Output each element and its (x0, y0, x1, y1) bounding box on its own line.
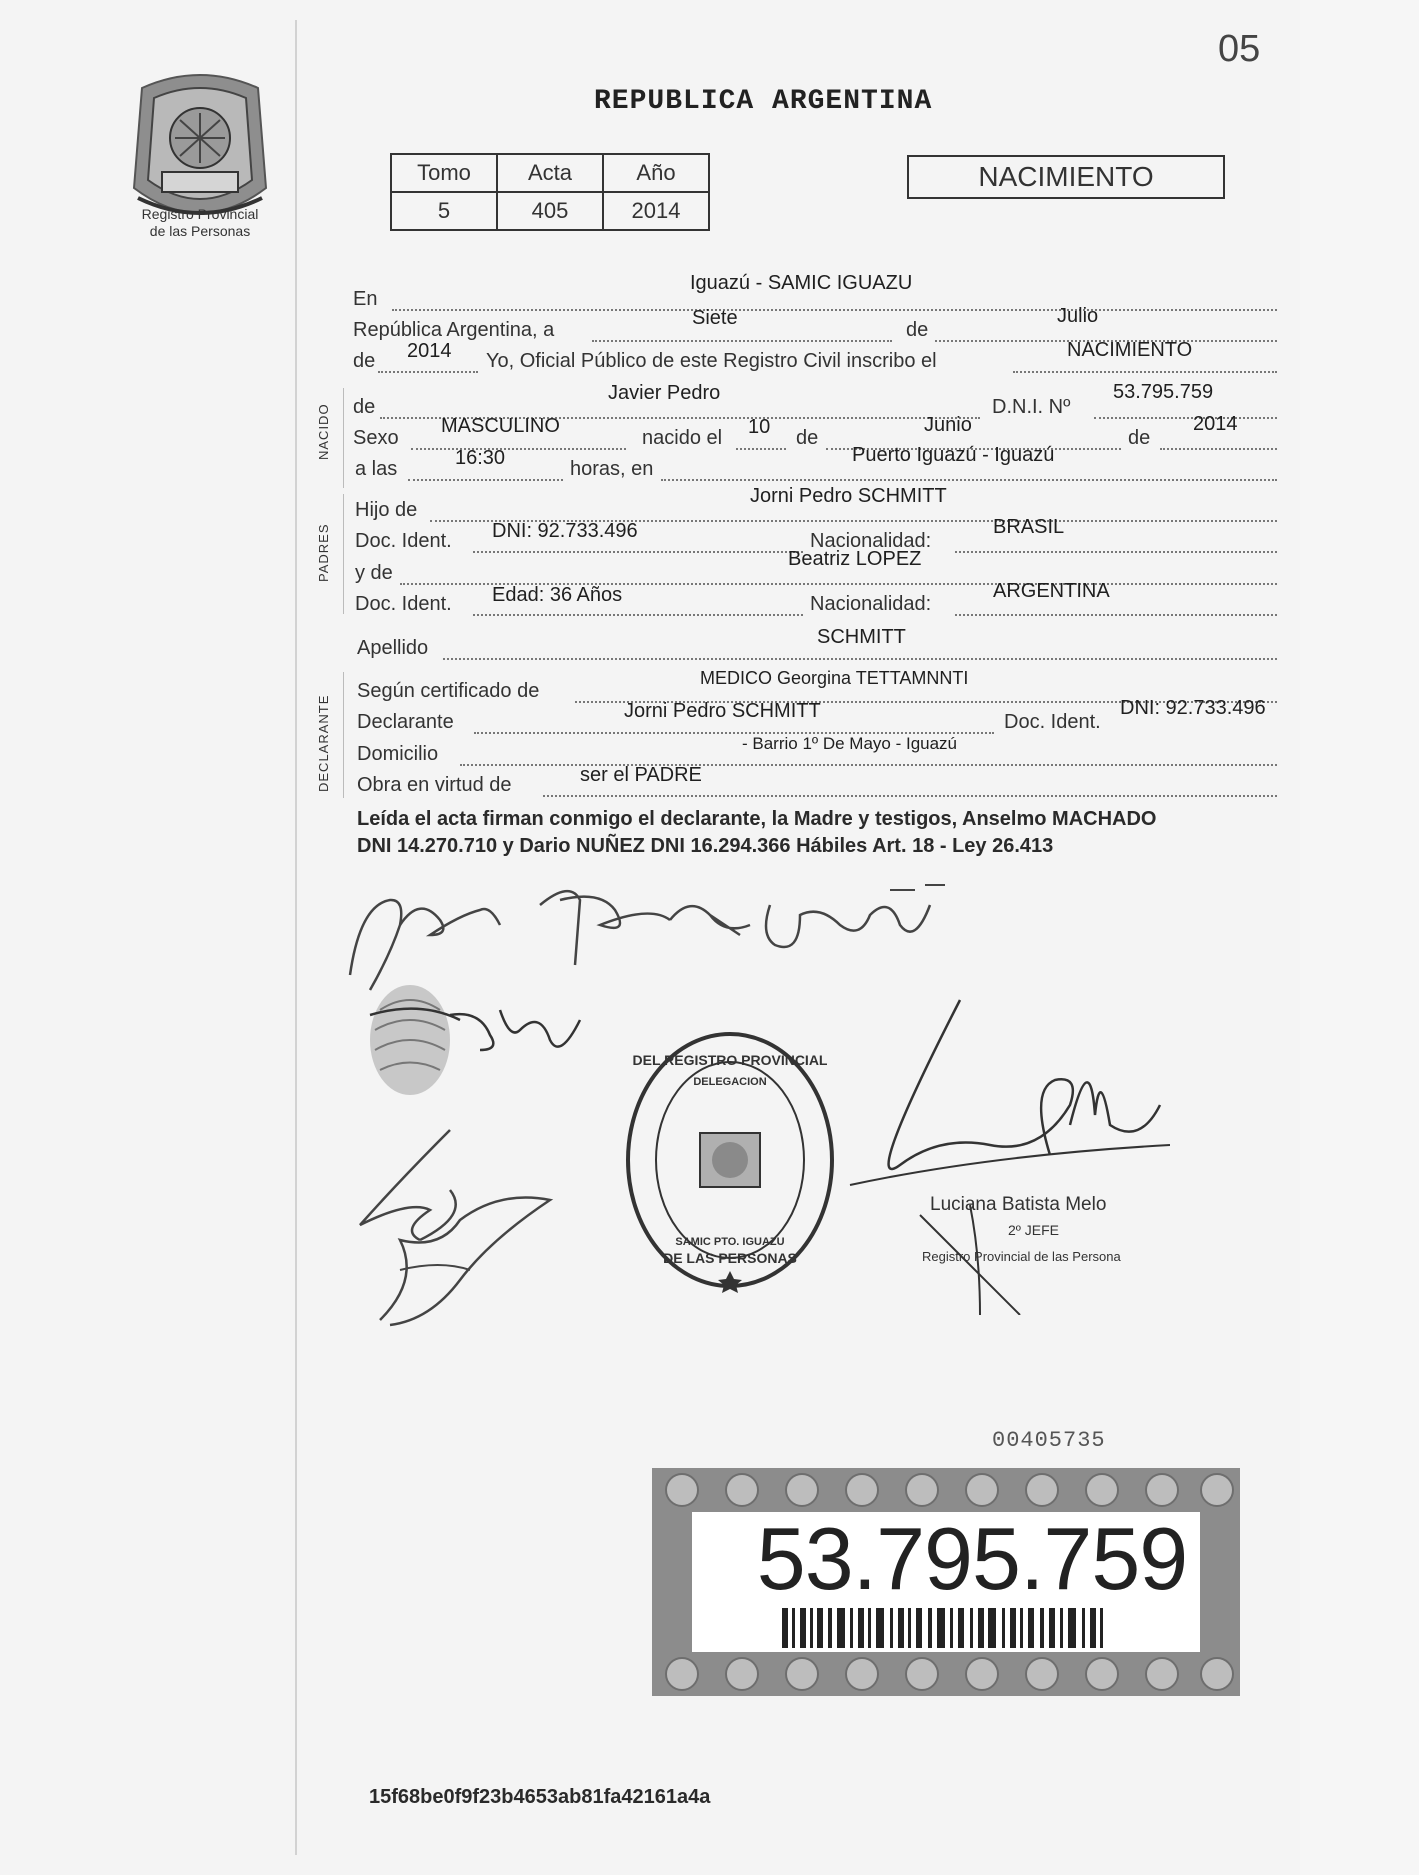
declarant-doc-value: DNI: 92.733.496 (1120, 697, 1266, 719)
father-name-value: Jorni Pedro SCHMITT (750, 485, 947, 507)
apellido-value: SCHMITT (817, 626, 906, 648)
tomo-header: Tomo (391, 154, 497, 192)
apellido-label: Apellido (357, 637, 429, 659)
dni-label-number: 53.795.759 (756, 1509, 1188, 1608)
closing-line1: Leída el acta firman conmigo el declarante, la Madre y testigos, Anselmo MACHADO (357, 808, 1157, 830)
year-value: 2014 (407, 340, 452, 362)
dni-label: D.N.I. Nº (992, 396, 1071, 418)
nacionalidad-label: Nacionalidad: (810, 593, 932, 615)
serial-number: 00405735 (992, 1428, 1106, 1453)
doc-ident-label: Doc. Ident. (355, 593, 452, 615)
de-label: de (906, 319, 929, 341)
anio-value: 2014 (603, 192, 709, 230)
y-de-label: y de (355, 562, 393, 584)
svg-text:DE LAS PERSONAS: DE LAS PERSONAS (663, 1250, 797, 1266)
nacido-el-label: nacido el (642, 427, 723, 449)
closing-line2: DNI 14.270.710 y Dario NUÑEZ DNI 16.294.366 Hábiles Art. 18 - Ley 26.413 (357, 835, 1054, 857)
issuer-caption-line2: de las Personas (149, 223, 251, 239)
en-label: En (353, 288, 378, 310)
official-office: Registro Provincial de las Persona (922, 1249, 1121, 1264)
mother-nationality-value: ARGENTINA (993, 580, 1110, 602)
mother-name-value: Beatriz LOPEZ (788, 548, 922, 570)
official-name: Luciana Batista Melo (930, 1194, 1107, 1215)
acta-header: Acta (497, 154, 603, 192)
hijo-de-label: Hijo de (355, 499, 418, 521)
certificado-label: Según certificado de (357, 680, 540, 702)
de-label: de (353, 350, 376, 372)
de-label: de (353, 396, 376, 418)
tomo-value: 5 (391, 192, 497, 230)
closing-statement (357, 806, 1156, 860)
declarant-name-value: Jorni Pedro SCHMITT (624, 700, 821, 722)
section-bracket (343, 672, 344, 798)
country-title: REPUBLICA ARGENTINA (594, 86, 933, 117)
nacido-side-label: NACIDO (316, 403, 331, 460)
page-edge (1300, 0, 1419, 1875)
registry-stamp (620, 1025, 840, 1295)
record-type-box: NACIMIENTO (907, 155, 1225, 199)
official-signature (840, 985, 1170, 1315)
a-las-label: a las (355, 458, 398, 480)
acta-value: 405 (497, 192, 603, 230)
mother-signature (350, 980, 600, 1100)
birth-time-value: 16:30 (455, 447, 506, 469)
witness-signatures (340, 1120, 570, 1340)
obra-label: Obra en virtud de (357, 774, 512, 796)
official-title: 2º JEFE (1008, 1222, 1060, 1238)
mother-doc-value: Edad: 36 Años (492, 584, 623, 606)
issuer-caption (110, 206, 290, 240)
address-value: - Barrio 1º De Mayo - Iguazú (742, 734, 958, 753)
sexo-label: Sexo (353, 427, 399, 449)
declarante-label: Declarante (357, 711, 454, 733)
birth-year-value: 2014 (1193, 413, 1238, 435)
certificate-value: MEDICO Georgina TETTAMNNTI (700, 668, 969, 688)
doc-ident-label: Doc. Ident. (355, 530, 452, 552)
domicilio-label: Domicilio (357, 743, 439, 765)
birth-day-value: 10 (748, 416, 771, 438)
section-bracket (343, 388, 344, 488)
birth-place-value: Puerto Iguazú - Iguazú (852, 444, 1055, 466)
document-hash: 15f68be0f9f23b4653ab81fa42161a4a (369, 1786, 711, 1808)
anio-header: Año (603, 154, 709, 192)
declarante-side-label: DECLARANTE (316, 694, 331, 792)
record-reference-table (390, 153, 710, 231)
month-value: Julio (1057, 305, 1099, 327)
doc-ident-label: Doc. Ident. (1004, 711, 1101, 733)
horas-label: horas, en (570, 458, 654, 480)
inscribed-type-value: NACIMIENTO (1067, 339, 1193, 361)
child-name-value: Javier Pedro (608, 382, 721, 404)
child-dni-value: 53.795.759 (1113, 381, 1214, 403)
father-doc-value: DNI: 92.733.496 (492, 520, 638, 542)
de-label: de (796, 427, 819, 449)
birth-month-value: Junio (924, 414, 972, 436)
svg-text:SAMIC PTO. IGUAZU: SAMIC PTO. IGUAZU (675, 1236, 785, 1248)
padres-side-label: PADRES (316, 523, 331, 582)
svg-text:DEL REGISTRO PROVINCIAL: DEL REGISTRO PROVINCIAL (632, 1052, 828, 1068)
sexo-value: MASCULINO (441, 415, 560, 437)
nacionalidad-label: Nacionalidad: (810, 530, 932, 552)
page-number: 05 (1218, 28, 1261, 70)
republica-label: República Argentina, a (353, 319, 555, 341)
capacity-value: ser el PADRE (580, 764, 702, 786)
svg-text:DELEGACION: DELEGACION (693, 1076, 767, 1088)
margin-line (295, 20, 297, 1855)
father-nationality-value: BRASIL (993, 516, 1065, 538)
dotted-fill (592, 318, 892, 342)
inscribe-text: Yo, Oficial Público de este Registro Civil inscribo el (486, 350, 937, 372)
place-value: Iguazú - SAMIC IGUAZU (690, 272, 913, 294)
day-value: Siete (692, 307, 738, 329)
section-bracket (343, 494, 344, 614)
issuer-caption-line1: Registro Provincial (141, 206, 259, 222)
de-label: de (1128, 427, 1151, 449)
